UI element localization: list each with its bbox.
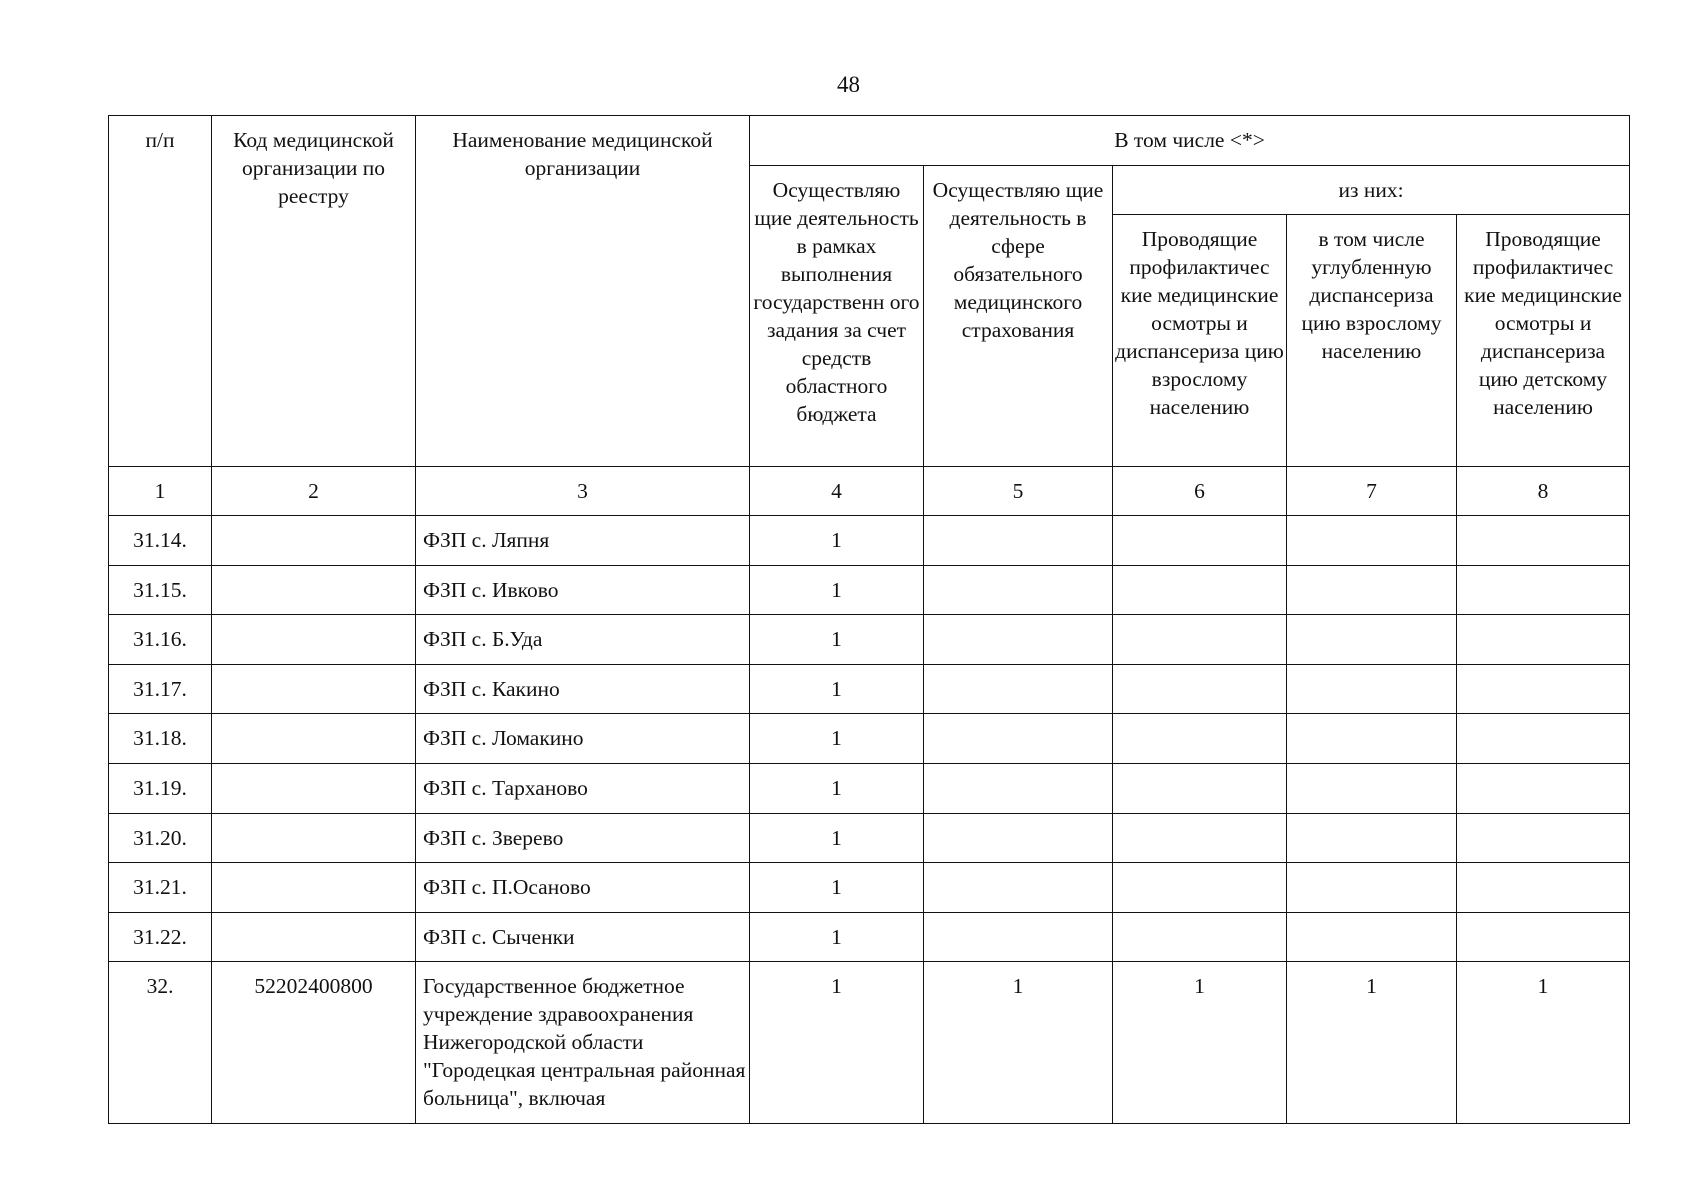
row-col-8 xyxy=(1457,813,1630,863)
row-col-8 xyxy=(1457,863,1630,913)
row-col-5: 1 xyxy=(924,962,1113,1124)
row-col-6 xyxy=(1113,615,1287,665)
row-col-8 xyxy=(1457,714,1630,764)
row-col-8 xyxy=(1457,912,1630,962)
header-col-8: Проводящие профилактичес кие медицинские осмотры и диспансериза цию детскому населению xyxy=(1457,215,1630,467)
row-col-7 xyxy=(1287,565,1457,615)
column-number: 3 xyxy=(416,467,750,516)
row-col-5 xyxy=(924,664,1113,714)
header-num: п/п xyxy=(109,116,212,467)
row-col-5 xyxy=(924,912,1113,962)
row-col-6 xyxy=(1113,763,1287,813)
table-row xyxy=(109,863,1630,913)
row-col-6 xyxy=(1113,565,1287,615)
table-row xyxy=(109,962,1630,1124)
row-col-7 xyxy=(1287,714,1457,764)
row-code xyxy=(212,565,416,615)
row-col-4: 1 xyxy=(750,516,924,566)
row-col-6 xyxy=(1113,664,1287,714)
row-number: 31.15. xyxy=(109,565,212,615)
row-number: 32. xyxy=(109,962,212,1124)
row-col-6: 1 xyxy=(1113,962,1287,1124)
row-code xyxy=(212,863,416,913)
row-col-4: 1 xyxy=(750,565,924,615)
row-org-name: ФЗП с. Б.Уда xyxy=(416,615,750,665)
row-col-8 xyxy=(1457,763,1630,813)
row-code xyxy=(212,813,416,863)
row-org-name: ФЗП с. Ивково xyxy=(416,565,750,615)
table-row xyxy=(109,813,1630,863)
row-number: 31.18. xyxy=(109,714,212,764)
row-col-8: 1 xyxy=(1457,962,1630,1124)
row-number: 31.19. xyxy=(109,763,212,813)
row-number: 31.17. xyxy=(109,664,212,714)
row-col-4: 1 xyxy=(750,962,924,1124)
table-row xyxy=(109,714,1630,764)
header-col-4: Осуществляю щие деятельность в рамках выполнения государственн ого задания за счет средств областного бюджета xyxy=(750,166,924,467)
row-code xyxy=(212,912,416,962)
header-code: Код медицинской организации по реестру xyxy=(212,116,416,467)
row-code xyxy=(212,763,416,813)
table-row xyxy=(109,664,1630,714)
row-col-4: 1 xyxy=(750,714,924,764)
row-col-5 xyxy=(924,714,1113,764)
row-col-5 xyxy=(924,763,1113,813)
row-col-7 xyxy=(1287,516,1457,566)
row-col-6 xyxy=(1113,714,1287,764)
row-col-7 xyxy=(1287,912,1457,962)
header-of-them: из них: xyxy=(1113,166,1630,215)
row-number: 31.20. xyxy=(109,813,212,863)
header-including: В том числе <*> xyxy=(750,116,1630,166)
table-row xyxy=(109,615,1630,665)
row-col-7 xyxy=(1287,763,1457,813)
row-col-5 xyxy=(924,516,1113,566)
row-code xyxy=(212,615,416,665)
row-number: 31.22. xyxy=(109,912,212,962)
row-col-8 xyxy=(1457,516,1630,566)
row-org-name: ФЗП с. Ломакино xyxy=(416,714,750,764)
row-org-name: ФЗП с. Сыченки xyxy=(416,912,750,962)
row-org-name: ФЗП с. Тарханово xyxy=(416,763,750,813)
row-code xyxy=(212,664,416,714)
row-col-7 xyxy=(1287,813,1457,863)
row-col-5 xyxy=(924,813,1113,863)
row-org-name: ФЗП с. Какино xyxy=(416,664,750,714)
row-col-6 xyxy=(1113,912,1287,962)
header-row-1 xyxy=(109,116,1630,166)
table-row xyxy=(109,565,1630,615)
row-code xyxy=(212,516,416,566)
row-col-8 xyxy=(1457,565,1630,615)
header-col-5: Осуществляю щие деятельность в сфере обязательного медицинского страхования xyxy=(924,166,1113,467)
row-col-8 xyxy=(1457,664,1630,714)
row-col-4: 1 xyxy=(750,664,924,714)
row-col-5 xyxy=(924,615,1113,665)
column-number: 6 xyxy=(1113,467,1287,516)
table-row xyxy=(109,912,1630,962)
row-org-name: ФЗП с. П.Осаново xyxy=(416,863,750,913)
row-number: 31.21. xyxy=(109,863,212,913)
row-code xyxy=(212,714,416,764)
row-col-6 xyxy=(1113,813,1287,863)
row-col-8 xyxy=(1457,615,1630,665)
row-code: 52202400800 xyxy=(212,962,416,1124)
header-name: Наименование медицинской организации xyxy=(416,116,750,467)
row-col-5 xyxy=(924,565,1113,615)
organizations-table xyxy=(108,115,1630,1124)
column-number: 2 xyxy=(212,467,416,516)
column-number-row xyxy=(109,467,1630,516)
row-col-4: 1 xyxy=(750,763,924,813)
row-org-name: ФЗП с. Зверево xyxy=(416,813,750,863)
row-col-6 xyxy=(1113,863,1287,913)
page-number: 48 xyxy=(837,72,860,97)
row-org-name: ФЗП с. Ляпня xyxy=(416,516,750,566)
header-col-7: в том числе углубленную диспансериза цию взрослому населению xyxy=(1287,215,1457,467)
column-number: 5 xyxy=(924,467,1113,516)
row-col-4: 1 xyxy=(750,615,924,665)
row-col-6 xyxy=(1113,516,1287,566)
table-row xyxy=(109,516,1630,566)
row-col-7 xyxy=(1287,615,1457,665)
row-org-name: Государственное бюджетное учреждение здравоохранения Нижегородской области "Городецкая центральная районная больница", включая xyxy=(416,962,750,1124)
header-col-6: Проводящие профилактичес кие медицинские осмотры и диспансериза цию взрослому населению xyxy=(1113,215,1287,467)
row-col-4: 1 xyxy=(750,912,924,962)
column-number: 4 xyxy=(750,467,924,516)
row-col-7: 1 xyxy=(1287,962,1457,1124)
table-row xyxy=(109,763,1630,813)
row-number: 31.16. xyxy=(109,615,212,665)
column-number: 8 xyxy=(1457,467,1630,516)
row-col-5 xyxy=(924,863,1113,913)
row-col-7 xyxy=(1287,863,1457,913)
row-col-7 xyxy=(1287,664,1457,714)
column-number: 1 xyxy=(109,467,212,516)
column-number: 7 xyxy=(1287,467,1457,516)
row-col-4: 1 xyxy=(750,813,924,863)
row-number: 31.14. xyxy=(109,516,212,566)
row-col-4: 1 xyxy=(750,863,924,913)
